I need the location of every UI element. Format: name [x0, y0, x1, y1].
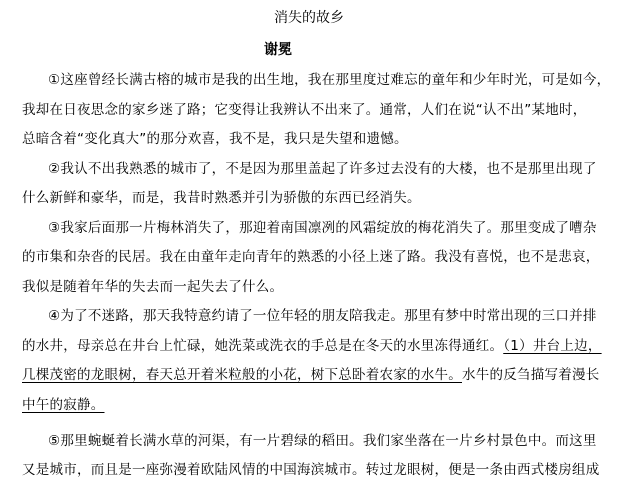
- paragraph-4-line-3: [22, 365, 600, 385]
- paragraph-5-line-2: 又是城市，而且是一座弥漫着欧陆风情的中国海滨城市。转过龙眼树，便是一条由西式楼房组成: [22, 462, 600, 478]
- paragraph-1-line-2: 我却在日夜思念的家乡迷了路；它变得让我辨认不出来了。通常，人们在说“认不出”某地时，: [22, 102, 587, 118]
- underlined-passage-1a: （1）井台上边，: [503, 338, 602, 354]
- paragraph-4-line-4: [22, 395, 105, 415]
- article-title: 消失的故乡: [274, 10, 344, 26]
- paragraph-5-line-1: ⑤那里蜿蜒着长满水草的河渠，有一片碧绿的稻田。我们家坐落在一片乡村景色中。而这里: [48, 433, 597, 449]
- paragraph-2-line-1: ②我认不出我熟悉的城市了，不是因为那里盖起了许多过去没有的大楼，也不是那里出现了: [48, 161, 597, 177]
- paragraph-4-line-1: ④为了不迷路，那天我特意约请了一位年轻的朋友陪我走。那里有梦中时常出现的三口并排: [48, 308, 597, 324]
- underlined-passage-1b: 几棵茂密的龙眼树，春天总开着米粒般的小花，树下总卧着农家的水牛。: [22, 367, 462, 383]
- paragraph-1-line-1: ①这座曾经长满古榕的城市是我的出生地，我在那里度过难忘的童年和少年时光，可是如今，: [48, 72, 611, 88]
- paragraph-2-line-2: 什么新鲜和豪华，而是，我昔时熟悉并引为骄傲的东西已经消失。: [22, 190, 421, 206]
- paragraph-4-line-2: [22, 336, 602, 356]
- paragraph-3-line-1: ③我家后面那一片梅林消失了，那迎着南国凛冽的风霜绽放的梅花消失了。那里变成了嘈杂: [48, 220, 597, 236]
- underlined-passage-1c: 中午的寂静。: [22, 397, 105, 413]
- paragraph-3-line-3: 我似是随着年华的失去而一起失去了什么。: [22, 279, 284, 295]
- article-author: 谢冕: [264, 42, 292, 58]
- paragraph-1-line-3: 总暗含着“变化真大”的那分欢喜，我不是，我只是失望和遗憾。: [22, 131, 408, 147]
- paragraph-4-line-3-text: 水牛的反刍描写着漫长: [462, 367, 600, 383]
- paragraph-3-line-2: 的市集和杂沓的民居。我在由童年走向青年的熟悉的小径上迷了路。我没有喜悦，也不是悲哀，: [22, 249, 600, 265]
- paragraph-4-line-2-text: 的水井，母亲总在井台上忙碌，她洗菜或洗衣的手总是在冬天的水里冻得通红。: [22, 338, 504, 354]
